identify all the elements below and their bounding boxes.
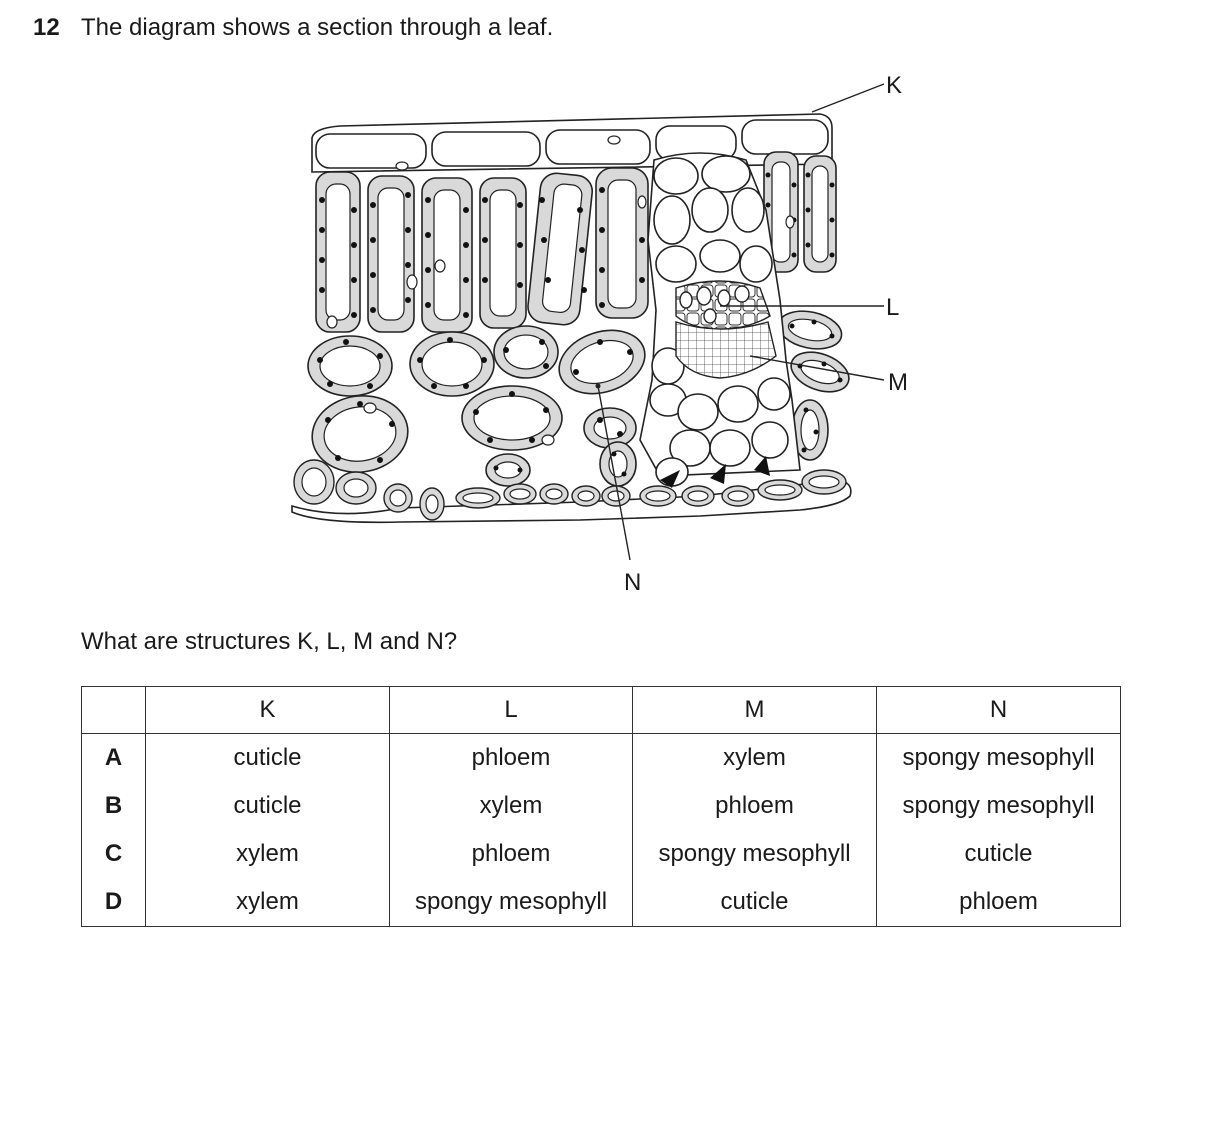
- cell-k: cuticle: [146, 734, 390, 783]
- cell-n: spongy mesophyll: [877, 782, 1121, 830]
- cell-n: phloem: [877, 878, 1121, 927]
- answer-options-table: [81, 686, 1121, 927]
- cell-m: spongy mesophyll: [633, 830, 877, 878]
- cell-l: spongy mesophyll: [390, 878, 633, 927]
- table-header-row: [82, 687, 1121, 734]
- cell-m: phloem: [633, 782, 877, 830]
- question-stem: The diagram shows a section through a leaf.: [81, 14, 554, 41]
- cell-l: phloem: [390, 830, 633, 878]
- cell-n: spongy mesophyll: [877, 734, 1121, 783]
- option-row-a[interactable]: [82, 734, 1121, 783]
- cell-k: cuticle: [146, 782, 390, 830]
- option-row-d[interactable]: [82, 878, 1121, 927]
- cell-k: xylem: [146, 878, 390, 927]
- option-row-c[interactable]: [82, 830, 1121, 878]
- question-prompt: What are structures K, L, M and N?: [81, 628, 458, 655]
- option-letter[interactable]: A: [82, 734, 146, 783]
- option-row-b[interactable]: [82, 782, 1121, 830]
- option-letter[interactable]: B: [82, 782, 146, 830]
- question-number: 12: [33, 14, 60, 41]
- header-l: L: [390, 687, 633, 734]
- cell-m: xylem: [633, 734, 877, 783]
- label-n: N: [624, 569, 642, 596]
- cell-l: xylem: [390, 782, 633, 830]
- label-m: M: [888, 369, 908, 396]
- cell-n: cuticle: [877, 830, 1121, 878]
- cell-l: phloem: [390, 734, 633, 783]
- label-l: L: [886, 294, 900, 321]
- option-letter[interactable]: D: [82, 878, 146, 927]
- option-letter[interactable]: C: [82, 830, 146, 878]
- header-m: M: [633, 687, 877, 734]
- cell-k: xylem: [146, 830, 390, 878]
- header-n: N: [877, 687, 1121, 734]
- cell-m: cuticle: [633, 878, 877, 927]
- leaf-section-diagram: [280, 60, 920, 600]
- label-k: K: [886, 72, 903, 99]
- header-blank: [82, 687, 146, 734]
- header-k: K: [146, 687, 390, 734]
